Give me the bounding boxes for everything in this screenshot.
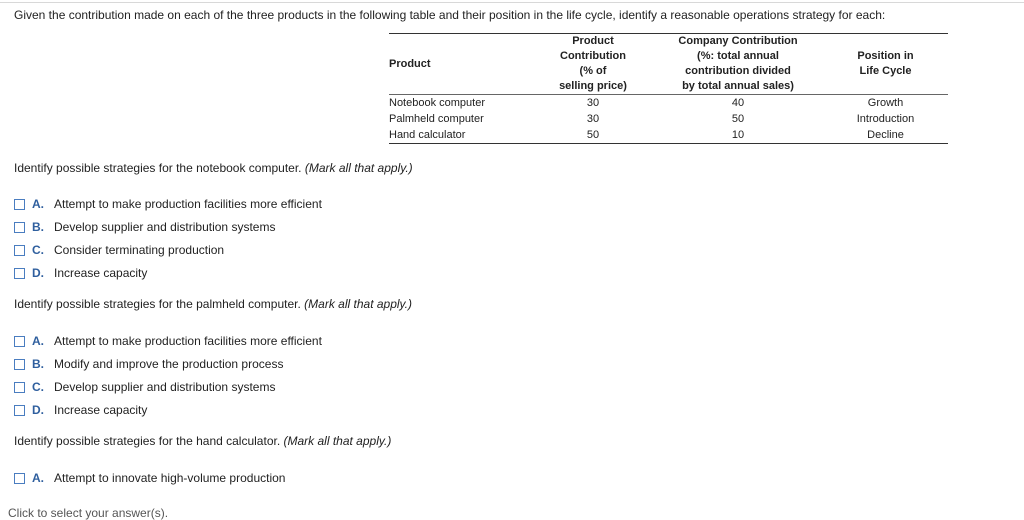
- option-notebook-a[interactable]: [14, 196, 322, 212]
- prompt-text: Identify possible strategies for the notebook computer.: [14, 161, 302, 175]
- table-row: [389, 95, 948, 112]
- option-letter: A.: [32, 471, 44, 485]
- checkbox[interactable]: [14, 473, 25, 484]
- prompt-text: Identify possible strategies for the hand calculator.: [14, 434, 281, 448]
- cell-product: Notebook computer: [389, 97, 485, 109]
- checkbox[interactable]: [14, 359, 25, 370]
- option-letter: B.: [32, 357, 44, 371]
- cell-company-contribution: 50: [731, 113, 745, 125]
- option-letter: A.: [32, 334, 44, 348]
- checkbox[interactable]: [14, 199, 25, 210]
- checkbox[interactable]: [14, 405, 25, 416]
- cell-product: Hand calculator: [389, 127, 533, 144]
- option-letter: D.: [32, 266, 44, 280]
- top-divider: [0, 2, 1024, 3]
- prompt-palmheld: [14, 297, 412, 311]
- prompt-hint: (Mark all that apply.): [304, 161, 413, 175]
- cell-product-contribution: 30: [586, 97, 600, 109]
- header-product: Product: [389, 34, 533, 95]
- contribution-table: [389, 33, 948, 144]
- cell-product: Palmheld computer: [389, 113, 484, 125]
- header-product-contribution: Product Contribution (% of selling price): [533, 34, 653, 95]
- option-text: Attempt to make production facilities more efficient: [54, 197, 322, 211]
- checkbox[interactable]: [14, 268, 25, 279]
- option-text: Develop supplier and distribution systems: [54, 220, 276, 234]
- option-text: Consider terminating production: [54, 243, 225, 257]
- option-text: Attempt to make production facilities more efficient: [54, 334, 322, 348]
- prompt-calculator: [14, 434, 391, 448]
- checkbox[interactable]: [14, 336, 25, 347]
- cell-position: Growth: [867, 97, 904, 109]
- prompt-notebook: [14, 161, 413, 175]
- option-letter: A.: [32, 197, 44, 211]
- table-row: [389, 111, 948, 127]
- option-notebook-c[interactable]: [14, 242, 224, 258]
- table-row: [389, 127, 948, 144]
- cell-position: Introduction: [856, 113, 915, 125]
- prompt-text: Identify possible strategies for the palmheld computer.: [14, 297, 301, 311]
- option-text: Increase capacity: [54, 403, 148, 417]
- option-text: Develop supplier and distribution systems: [54, 380, 276, 394]
- prompt-hint: (Mark all that apply.): [304, 297, 412, 311]
- header-position: Position in Life Cycle: [823, 34, 948, 95]
- cell-company-contribution: 10: [653, 127, 823, 144]
- option-letter: D.: [32, 403, 44, 417]
- table-header-row: [389, 34, 948, 95]
- cell-position: Decline: [823, 127, 948, 144]
- cell-product-contribution: 50: [533, 127, 653, 144]
- checkbox[interactable]: [14, 222, 25, 233]
- prompt-hint: (Mark all that apply.): [283, 434, 392, 448]
- option-text: Attempt to innovate high-volume production: [54, 471, 286, 485]
- checkbox[interactable]: [14, 245, 25, 256]
- option-text: Modify and improve the production process: [54, 357, 284, 371]
- cell-product-contribution: 30: [586, 113, 600, 125]
- footer-instruction: Click to select your answer(s).: [8, 506, 169, 520]
- option-palmheld-a[interactable]: [14, 333, 322, 349]
- option-palmheld-c[interactable]: [14, 379, 275, 395]
- option-notebook-b[interactable]: [14, 219, 275, 235]
- checkbox[interactable]: [14, 382, 25, 393]
- option-calculator-a[interactable]: [14, 470, 285, 486]
- cell-company-contribution: 40: [731, 97, 745, 109]
- option-notebook-d[interactable]: [14, 265, 147, 281]
- header-company-contribution: Company Contribution (%: total annual contribution divided by total annual sales): [653, 34, 823, 95]
- option-letter: C.: [32, 243, 44, 257]
- option-palmheld-b[interactable]: [14, 356, 283, 372]
- option-letter: B.: [32, 220, 44, 234]
- option-text: Increase capacity: [54, 266, 148, 280]
- option-palmheld-d[interactable]: [14, 402, 147, 418]
- option-letter: C.: [32, 380, 44, 394]
- question-text: Given the contribution made on each of the three products in the following table and their position in the life cycle, identify a reasonable operations strategy for each:: [14, 8, 886, 22]
